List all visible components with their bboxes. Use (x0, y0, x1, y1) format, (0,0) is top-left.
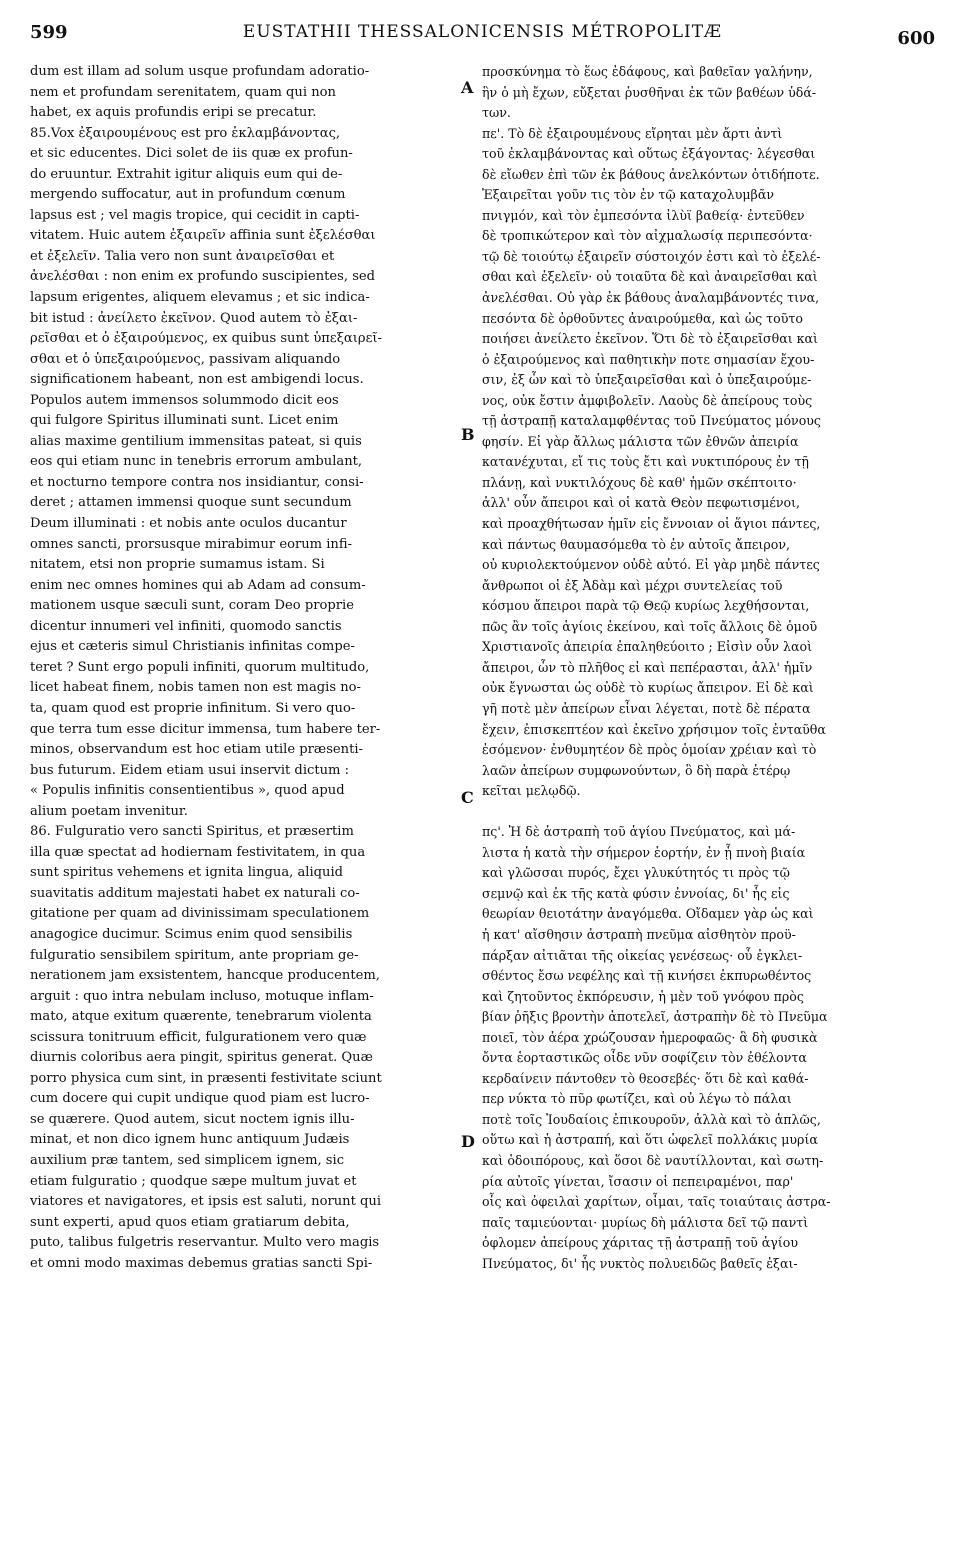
latin-text-line: σθαι et ὁ ὑπεξαιρούμενος, passivam aliquando (30, 351, 341, 367)
latin-text-line: et omni modo maximas debemus gratias sancti Spi- (30, 1255, 373, 1271)
latin-text-line: porro physica cum sint, in præsenti festivitate sciunt (30, 1070, 382, 1086)
latin-text-line: et sic educentes. Dici solet de iis quæ ex profun- (30, 146, 353, 162)
greek-text-line: ἣν ὁ μὴ ἔχων, εὔξεται ῥυσθῆναι ἐκ τῶν βαθέων ὑδά- (482, 84, 817, 100)
greek-text-line: τοῦ ἐκλαμβάνοντας καὶ οὕτως ἐξάγοντας· λέγεσθαι (482, 146, 816, 162)
section-marker-c: C (461, 788, 474, 807)
latin-text-line: mergendo suffocatur, aut in profundum cœnum (30, 187, 346, 203)
greek-text-line: πνιγμόν, καὶ τὸν ἐμπεσόντα ἰλὺϊ βαθείᾳ· ἐντεῦθεν (482, 207, 805, 223)
latin-text-line: que terra tum esse dicitur immensa, tum habere ter- (30, 721, 381, 737)
latin-text-line: 85.Vox ἐξαιρουμένους est pro ἐκλαμβάνοντας, (30, 125, 341, 141)
greek-text-line: ἀνελέσθαι. Οὐ γὰρ ἐκ βάθους ἀναλαμβάνοντές τινα, (482, 290, 820, 306)
latin-text-line: alium poetam invenitur. (30, 803, 188, 819)
greek-text-line: κεῖται μελῳδῷ. (482, 783, 581, 799)
greek-text-line: πς'. Ἡ δὲ ἀστραπὴ τοῦ ἁγίου Πνεύματος, καὶ μά- (482, 824, 796, 840)
latin-text-line: Deum illuminati : et nobis ante oculos ducantur (30, 516, 347, 532)
latin-text-line: eos qui etiam nunc in tenebris errorum ambulant, (30, 454, 363, 470)
greek-text-line: πλάνῃ, καὶ νυκτιλόχους δὲ καθ' ἡμῶν σκέπτοιτο· (482, 474, 797, 490)
greek-text-line: ὀφλομεν ἀπείρους χάριτας τῇ ἀστραπῇ τοῦ ἁγίου (482, 1235, 799, 1251)
page-number-right: 600 (897, 28, 935, 49)
greek-text-line: ποιεῖ, τὸν ἀέρα χρώζουσαν ἡμεροφαῶς· ἃ δὴ φυσικὰ (482, 1029, 818, 1045)
latin-text-line: do eruuntur. Extrahit igitur aliquis eum qui de- (30, 166, 343, 182)
latin-text-line: minat, et non dico ignem hunc antiquum Judæis (30, 1132, 350, 1148)
latin-text-line: qui fulgore Spiritus illuminati sunt. Licet enim (30, 413, 339, 429)
greek-text-line: γῆ ποτὲ μὲν ἀπείρων εἶναι λέγεται, ποτὲ δὲ πέρατα (482, 700, 811, 716)
latin-text-line: cum docere qui cupit undique quod piam est lucro- (30, 1091, 370, 1107)
greek-text-line: λιστα ἡ κατὰ τὴν σήμερον ἑορτήν, ἐν ᾗ πνοὴ βιαία (482, 844, 806, 860)
greek-text-line: θεωρίαν θειοτάτην ἀναγόμεθα. Οἴδαμεν γὰρ ὡς καὶ (482, 906, 814, 922)
latin-text-line: dicentur innumeri vel infiniti, quomodo sanctis (30, 618, 342, 634)
greek-text-line: ἔχειν, ἐπισκεπτέον καὶ ἐκεῖνο χρήσιμον τοῖς ἐνταῦθα (482, 721, 826, 737)
page-header (30, 14, 935, 54)
greek-text-line: δὲ τροπικώτερον καὶ τὸν αἰχμαλωσίᾳ περιπεσόντα· (482, 228, 813, 244)
greek-text-line (482, 802, 937, 823)
section-marker-b: B (461, 425, 475, 444)
latin-text-line: nem et profundam serenitatem, quam qui non (30, 84, 336, 100)
greek-text-line: ρία αὐτοῖς γίνεται, ἴσασιν οἱ πεπειραμένοι, παρ' (482, 1173, 794, 1189)
latin-text-line: licet habeat finem, nobis tamen non est magis no- (30, 680, 361, 696)
greek-text-line: οὕτω καὶ ἡ ἀστραπή, καὶ ὅτι ὠφελεῖ πολλάκις μυρία (482, 1132, 818, 1148)
greek-text-line: φησίν. Εἰ γὰρ ἄλλως μάλιστα τῶν ἐθνῶν ἀπειρία (482, 433, 799, 449)
greek-text-line: καὶ πάντως θαυμασόμεθα τὸ ἐν αὐτοῖς ἄπειρον, (482, 536, 791, 552)
greek-text-line: παῖς ταμιεύονται· μυρίως δὴ μάλιστα δεῖ τῷ παντὶ (482, 1214, 809, 1230)
latin-text-line: ρεῖσθαι et ὁ ἐξαιρούμενος, ex quibus sunt ὑπεξαιρεῖ- (30, 331, 382, 347)
latin-text-line: teret ? Sunt ergo populi infiniti, quorum multitudo, (30, 659, 370, 675)
greek-text-line: των. (482, 105, 511, 121)
latin-text-line: lapsum erigentes, aliquem elevamus ; et sic indica- (30, 290, 370, 306)
latin-text-line: Populos autem immensos solummodo dicit eos (30, 392, 339, 408)
latin-text-line: arguit : quo intra nebulam incluso, motuque inflam- (30, 988, 374, 1004)
greek-text-line: οἷς καὶ ὀφειλαὶ χαρίτων, οἶμαι, ταῖς τοιαύταις ἀστρα- (482, 1194, 831, 1210)
latin-text-line: viatores et navigatores, et ipsis est saluti, norunt qui (30, 1194, 382, 1210)
latin-text-line: etiam fulguratio ; quodque sæpe multum juvat et (30, 1173, 357, 1189)
greek-text-line: Ἐξαιρεῖται γοῦν τις τὸν ἐν τῷ καταχολυμβᾶν (482, 187, 774, 203)
latin-text-line: auxilium præ tantem, sed simplicem ignem, sic (30, 1152, 345, 1168)
latin-text-line: dum est illam ad solum usque profundam adoratio- (30, 64, 370, 79)
greek-text-line: πεσόντα δὲ ὀρθοῦντες ἀναιρούμεθα, καὶ ὡς τοῦτο (482, 310, 803, 326)
greek-text-line: σεμνῷ καὶ ἐκ τῆς κατὰ φύσιν ἐννοίας, δι' ἧς εἰς (482, 885, 790, 901)
latin-text-line: nitatem, etsi non proprie sumamus istam. Si (30, 557, 325, 573)
latin-text-line: vitatem. Huic autem ἐξαιρεῖν affinia sunt ἐξελέσθαι (30, 228, 376, 244)
latin-text-line: mato, atque exitum quærente, tenebrarum violenta (30, 1009, 372, 1025)
latin-text-line: bus futurum. Eidem etiam usui inservit dictum : (30, 762, 350, 778)
latin-text-line: sunt spiritus vehemens et ignita lingua, aliquid (30, 865, 344, 881)
section-marker-d: D (461, 1132, 475, 1151)
greek-text-line: ποτὲ τοῖς Ἰουδαίοις ἐπικουροῦν, ἀλλὰ καὶ τὸ ἁπλῶς, (482, 1111, 821, 1127)
latin-text-line: scissura tonitruum efficit, fulgurationem vero quæ (30, 1029, 367, 1045)
greek-text-line: σθέντος ἔσω νεφέλης καὶ τῇ κινήσει ἐκπυρωθέντος (482, 968, 812, 984)
greek-text-line: κερδαίνειν πάντοθεν τὸ θεοσεβές· ὅτι δὲ καὶ καθά- (482, 1070, 809, 1086)
greek-text-line: ἄπειροι, ὧν τὸ πλῆθος εἰ καὶ πεπέρασται, ἀλλ' ἡμῖν (482, 659, 813, 675)
latin-text-line: diurnis coloribus aera pingit, spiritus generat. Quæ (30, 1050, 373, 1066)
latin-text-line: « Populis infinitis consentientibus », quod apud (30, 783, 345, 799)
greek-text-line: πάρξαν αἰτιᾶται τῆς οἰκείας γενέσεως· οὗ ἐγκλει- (482, 947, 803, 963)
greek-text-line: τῇ ἀστραπῇ καταλαμφθέντας τοῦ Πνεύματος μόνους (482, 413, 821, 429)
greek-text-line: ἀλλ' οὖν ἄπειροι καὶ οἱ κατὰ Θεὸν πεφωτισμένοι, (482, 495, 801, 511)
latin-text-line: omnes sancti, prorsusque mirabimur eorum infi- (30, 536, 352, 552)
greek-text-line: σιν, ἐξ ὧν καὶ τὸ ὑπεξαιρεῖσθαι καὶ ὁ ὑπεξαιρούμε- (482, 372, 812, 388)
latin-text-line: et ἐξελεῖν. Talia vero non sunt ἀναιρεῖσθαι et (30, 248, 335, 264)
greek-text-line: οὐκ ἔγνωσται ὡς οὐδὲ τὸ κυρίως ἄπειρον. Εἰ δὲ καὶ (482, 680, 814, 696)
greek-text-line: καὶ ὁδοιπόρους, καὶ ὅσοι δὲ ναυτίλλονται, καὶ σωτη- (482, 1152, 824, 1168)
latin-text-line: suavitatis additum majestati habet ex naturali co- (30, 885, 360, 901)
latin-text-line: ejus et cæteris simul Christianis infinitas compe- (30, 639, 355, 655)
greek-text-line: Χριστιανοῖς ἀπειρία ἐπαληθεύοιτο ; Εἰσὶν οὖν λαοὶ (482, 639, 813, 655)
greek-text-line: καὶ προαχθήτωσαν ἡμῖν εἰς ἔννοιαν οἱ ἅγιοι πάντες, (482, 516, 821, 532)
greek-text-line: καὶ γλῶσσαι πυρός, ἔχει γλυκύτητός τι πρὸς τῷ (482, 865, 790, 881)
greek-text-line: ποιήσει ἀνείλετο ἐκεῖνον. Ὅτι δὲ τὸ ἐξαιρεῖσθαι καὶ (482, 331, 818, 347)
latin-column (30, 62, 458, 1274)
greek-text-line: ὄντα ἑορταστικῶς οἶδε νῦν σοφίζειν τὸν ἐθέλοντα (482, 1050, 807, 1066)
section-marker-a: A (461, 78, 474, 97)
latin-text-line: deret ; attamen immensi quoque sunt secundum (30, 495, 352, 511)
latin-text-line: enim nec omnes homines qui ab Adam ad consum- (30, 577, 366, 593)
greek-text-line: καὶ ζητοῦντος ἐκπόρευσιν, ἡ μὲν τοῦ γνόφου πρὸς (482, 988, 804, 1004)
page-number-left: 599 (30, 22, 68, 43)
latin-text-line: 86. Fulguratio vero sancti Spiritus, et præsertim (30, 824, 354, 840)
latin-text-line: se quærere. Quod autem, sicut noctem ignis illu- (30, 1111, 355, 1127)
latin-text-line: bit istud : ἀνείλετο ἐκεῖνον. Quod autem τὸ ἐξαι- (30, 310, 358, 326)
latin-text-line: gitatione per quam ad divinissimam speculationem (30, 906, 370, 922)
latin-text-line: illa quæ spectat ad hodiernam festivitatem, in qua (30, 844, 366, 860)
greek-text-line: πε'. Τὸ δὲ ἐξαιρουμένους εἴρηται μὲν ἄρτι ἀντὶ (482, 125, 783, 141)
greek-text-line: λαῶν ἀπείρων συμφωνούντων, ὃ δὴ παρὰ ἑτέρῳ (482, 762, 791, 778)
latin-text-line: lapsus est ; vel magis tropice, qui cecidit in capti- (30, 207, 360, 223)
greek-text-line: Πνεύματος, δι' ἧς νυκτὸς πολυειδῶς βαθεῖς ἐξαι- (482, 1255, 798, 1271)
greek-text-line: πῶς ἂν τοῖς ἁγίοις ἐκείνου, καὶ τοῖς ἄλλοις δὲ ὁμοῦ (482, 618, 818, 634)
latin-text-line: minos, observandum est hoc etiam utile præsenti- (30, 742, 363, 758)
latin-text-line: sunt experti, apud quos etiam gratiarum debita, (30, 1214, 350, 1230)
greek-text-line: περ νύκτα τὸ πῦρ φωτίζει, καὶ οὐ λέγω τὸ πάλαι (482, 1091, 792, 1107)
running-title: EUSTATHII THESSALONICENSIS MÉTROPOLITÆ (242, 22, 723, 42)
latin-text-line: nerationem jam exsistentem, hancque producentem, (30, 968, 380, 984)
greek-text-line: προσκύνημα τὸ ἕως ἐδάφους, καὶ βαθεῖαν γαλήνην, (482, 64, 813, 79)
latin-text-line: ἀνελέσθαι : non enim ex profundo suscipientes, sed (30, 269, 376, 285)
greek-text-line: ἄνθρωποι οἱ ἐξ Ἀδὰμ καὶ μέχρι συντελείας τοῦ (482, 577, 783, 593)
latin-text-line: fulguratio sensibilem spiritum, ante propriam ge- (30, 947, 359, 963)
greek-text-line: τῷ δὲ τοιούτῳ ἐξαιρεῖν σύστοιχόν ἐστι καὶ τὸ ἐξελέ- (482, 248, 821, 264)
latin-text-line: anagogice ducimur. Scimus enim quod sensibilis (30, 926, 353, 942)
greek-text-line: ἐσόμενον· ἐνθυμητέον δὲ πρὸς ὁμοίαν χρέιαν καὶ τὸ (482, 742, 817, 758)
greek-text-line: οὐ κυριολεκτούμενον οὐδὲ αὐτό. Εἰ γὰρ μηδὲ πάντες (482, 557, 820, 573)
greek-text-line: δὲ εἴωθεν ἐπὶ τῶν ἐκ βάθους ἀνελκόντων ὁτιδήποτε. (482, 166, 820, 182)
greek-text-line: κόσμου ἄπειροι παρὰ τῷ Θεῷ κυρίως λεχθήσονται, (482, 598, 810, 614)
greek-text-line: βίαν ῥῆξις βροντὴν ἀποτελεῖ, ἀστραπὴν δὲ τὸ Πνεῦμα (482, 1009, 828, 1025)
greek-text-line: νος, οὐκ ἔστιν ἀμφιβολεῖν. Λαοὺς δὲ ἀπείρους τοὺς (482, 392, 813, 408)
greek-column (482, 62, 937, 1274)
latin-text-line: mationem usque sæculi sunt, coram Deo proprie (30, 598, 354, 614)
latin-text-line: alias maxime gentilium immensitas pateat, si quis (30, 433, 362, 449)
greek-text-line: ὁ ἐξαιρούμενος καὶ παθητικὴν ποτε σημασίαν ἔχου- (482, 351, 815, 367)
greek-text-line: κατανέχυται, εἴ τις τοὺς ἔτι καὶ νυκτιπόρους ἐν τῇ (482, 454, 809, 470)
latin-text-line: significationem habeant, non est ambigendi locus. (30, 372, 364, 388)
latin-text-line: ta, quam quod est proprie infinitum. Si vero quo- (30, 700, 356, 716)
greek-text-line: ἡ κατ' αἴσθησιν ἀστραπὴ πνεῦμα αἰσθητὸν προϋ- (482, 926, 796, 942)
greek-text-line: σθαι καὶ ἐξελεῖν· οὐ τοιαῦτα δὲ καὶ ἀναιρεῖσθαι καὶ (482, 269, 818, 285)
latin-text-line: habet, ex aquis profundis eripi se precatur. (30, 105, 317, 121)
latin-text-line: et nocturno tempore contra nos insidiantur, consi- (30, 474, 364, 490)
latin-text-line: puto, talibus fulgetris reservantur. Multo vero magis (30, 1235, 380, 1251)
